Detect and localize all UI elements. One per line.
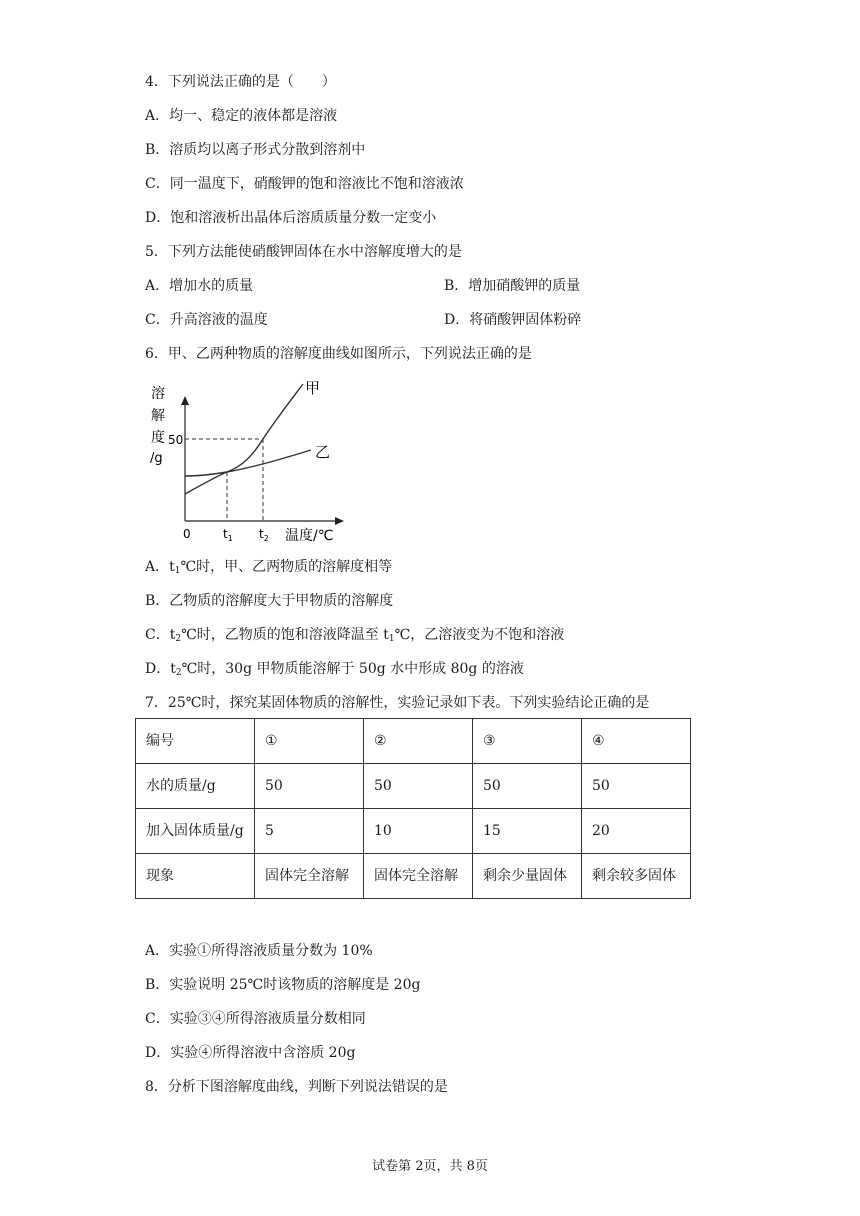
- q6-option-d: D．$t_2℃$时，30g 甲物质能溶解于 50g 水中形成 80g 的溶液: [145, 661, 524, 678]
- table-cell: 15: [473, 809, 582, 854]
- table-cell: 固体完全溶解: [364, 854, 473, 899]
- table-cell: 5: [255, 809, 364, 854]
- table-row: [136, 809, 691, 854]
- q5-stem: 5．下列方法能使硝酸钾固体在水中溶解度增大的是: [145, 244, 462, 260]
- ylabel-char-3: 度: [151, 430, 165, 446]
- ylabel-unit: /g: [150, 451, 163, 466]
- table-cell: 50: [364, 764, 473, 809]
- table-cell: 10: [364, 809, 473, 854]
- table-cell: 50: [255, 764, 364, 809]
- q6-option-b: B．乙物质的溶解度大于甲物质的溶解度: [145, 593, 394, 609]
- table-cell: 20: [582, 809, 691, 854]
- solubility-graph: [145, 378, 355, 548]
- y-axis-arrow: [181, 396, 189, 405]
- q5-option-a: A．增加水的质量: [145, 278, 254, 294]
- q5-option-b: B．增加硝酸钾的质量: [444, 278, 581, 294]
- table-row: [136, 764, 691, 809]
- table-cell: 编号: [136, 719, 255, 764]
- table-row: [136, 854, 691, 899]
- table-cell: 剩余少量固体: [473, 854, 582, 899]
- q5-option-d: D．将硝酸钾固体粉碎: [444, 312, 582, 328]
- table-cell: ①: [255, 719, 364, 764]
- tick-t1: $t_1$: [223, 527, 233, 543]
- q4-stem: 4．下列说法正确的是（ ）: [145, 74, 336, 90]
- table-cell: ④: [582, 719, 691, 764]
- table-cell: 水的质量/g: [136, 764, 255, 809]
- table-cell: 固体完全溶解: [255, 854, 364, 899]
- q7-option-a: A．实验①所得溶液质量分数为 10%: [145, 943, 373, 959]
- q8-stem: 8．分析下图溶解度曲线，判断下列说法错误的是: [145, 1079, 448, 1095]
- table-cell: 50: [473, 764, 582, 809]
- x-axis-arrow: [335, 517, 344, 525]
- table-cell: 剩余较多固体: [582, 854, 691, 899]
- table-cell: ②: [364, 719, 473, 764]
- q4-option-b: B．溶质均以离子形式分散到溶剂中: [145, 142, 366, 158]
- curve-label-jia: 甲: [305, 379, 321, 397]
- curve-label-yi: 乙: [315, 443, 331, 461]
- table-cell: ③: [473, 719, 582, 764]
- table-cell: 50: [582, 764, 691, 809]
- q7-stem: 7．25℃时，探究某固体物质的溶解性，实验记录如下表。下列实验结论正确的是: [145, 695, 650, 711]
- curve-yi: [185, 450, 311, 476]
- q7-option-b: B．实验说明 25℃时该物质的溶解度是 20g: [145, 977, 421, 993]
- tick-t2: $t_2$: [259, 527, 269, 543]
- ylabel-char-1: 溶: [151, 386, 165, 402]
- q4-option-d: D．饱和溶液析出晶体后溶质质量分数一定变小: [145, 210, 437, 226]
- page-footer: 试卷第 2页，共 8页: [372, 1159, 488, 1174]
- q7-option-d: D．实验④所得溶液中含溶质 20g: [145, 1045, 356, 1061]
- q6-stem: 6．甲、乙两种物质的溶解度曲线如图所示，下列说法正确的是: [145, 346, 532, 362]
- q6-option-a: A．$t_1℃$时，甲、乙两物质的溶解度相等: [145, 559, 393, 576]
- table-row: [136, 719, 691, 764]
- table-cell: 加入固体质量/g: [136, 809, 255, 854]
- ylabel-char-2: 解: [151, 408, 165, 424]
- q6-option-c: C．$t_2℃$时，乙物质的饱和溶液降温至 $t_1℃$，乙溶液变为不饱和溶液: [145, 627, 565, 644]
- q5-option-c: C．升高溶液的温度: [145, 312, 268, 328]
- experiment-table: [135, 718, 691, 899]
- q4-option-a: A．均一、稳定的液体都是溶液: [145, 108, 338, 124]
- q7-option-c: C．实验③④所得溶液质量分数相同: [145, 1011, 366, 1027]
- origin-label: 0: [183, 527, 191, 541]
- table-cell: 现象: [136, 854, 255, 899]
- x-axis-label: 温度/℃: [285, 528, 334, 544]
- q4-option-c: C．同一温度下，硝酸钾的饱和溶液比不饱和溶液浓: [145, 176, 464, 192]
- y-tick-50: 50: [168, 433, 184, 447]
